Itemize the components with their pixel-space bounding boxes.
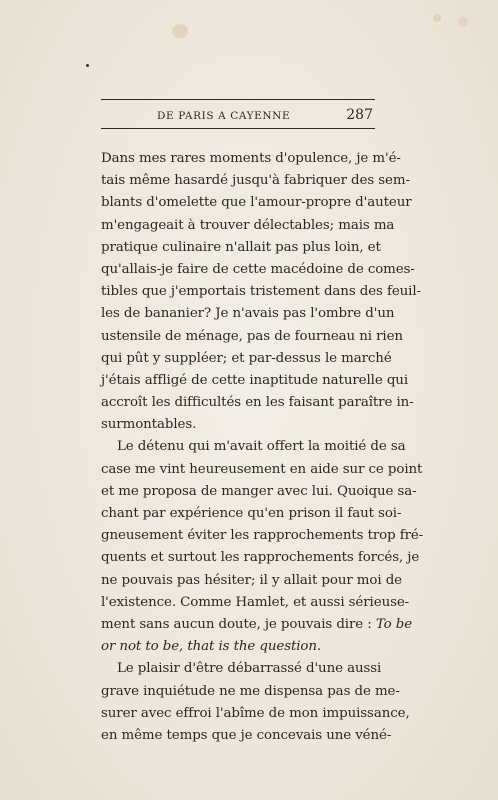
- page-number: 287: [346, 107, 373, 123]
- text-line: les de bananier? Je n'avais pas l'ombre d'un: [101, 306, 395, 322]
- text-line: ustensile de ménage, pas de fourneau ni rien: [101, 328, 403, 344]
- text-line: qu'allais-je faire de cette macédoine de comes-: [101, 261, 415, 277]
- text-line: Dans mes rares moments d'opulence, je m'é-: [101, 151, 401, 166]
- foxing-stain: [458, 17, 468, 27]
- body-text: [101, 148, 424, 747]
- header-rule-bottom: [101, 128, 375, 129]
- text-line-with-quote: [101, 614, 413, 636]
- foxing-stain: [172, 24, 188, 38]
- text-line: blants d'omelette que l'amour-propre d'auteur: [101, 195, 412, 211]
- text-line: et me proposa de manger avec lui. Quoique sa-: [101, 483, 417, 499]
- text-line: m'engageait à trouver délectables; mais ma: [101, 217, 395, 233]
- italic-quote-line: or not to be, that is the question.: [101, 639, 322, 655]
- text-line: chant par expérience qu'en prison il faut soi-: [101, 506, 402, 521]
- text-line: Le détenu qui m'avait offert la moitié de sa: [117, 439, 406, 455]
- text-line: ne pouvais pas hésiter; il y allait pour moi de: [101, 572, 402, 588]
- text-line: case me vint heureusement en aide sur ce point: [101, 461, 423, 477]
- text-line: accroît les difficultés en les faisant paraître in-: [101, 395, 414, 411]
- text-line: pratique culinaire n'allait pas plus loin, et: [101, 239, 381, 255]
- running-title: DE PARIS A CAYENNE: [157, 110, 291, 122]
- text-line: tibles que j'emportais tristement dans des feuil-: [101, 284, 421, 300]
- header-rule-top: [101, 99, 375, 100]
- running-head: [101, 107, 375, 125]
- text-line: surer avec effroi l'abîme de mon impuissance,: [101, 705, 410, 721]
- text-line: quents et surtout les rapprochements forcés, je: [101, 550, 420, 566]
- text-line: tais même hasardé jusqu'à fabriquer des sem-: [101, 173, 410, 189]
- text-line: gneusement éviter les rapprochements trop fré-: [101, 528, 424, 544]
- text-line: surmontables.: [101, 417, 197, 433]
- text-line: l'existence. Comme Hamlet, et aussi sérieuse-: [101, 594, 410, 610]
- text-line: en même temps que je concevais une véné-: [101, 727, 392, 743]
- foxing-stain: [433, 14, 441, 22]
- italic-quote-end: [101, 636, 377, 658]
- text-line: j'étais affligé de cette inaptitude naturelle qui: [101, 372, 409, 388]
- text-line: qui pût y suppléer; et par-dessus le marché: [101, 350, 392, 366]
- text-line: Le plaisir d'être débarrassé d'une aussi: [117, 661, 382, 677]
- text-line: grave inquiétude ne me dispensa pas de me-: [101, 683, 400, 699]
- ink-dot: [86, 64, 89, 67]
- italic-quote-start: To be: [375, 616, 413, 632]
- text-segment: ment sans aucun doute, je pouvais dire :: [101, 616, 372, 632]
